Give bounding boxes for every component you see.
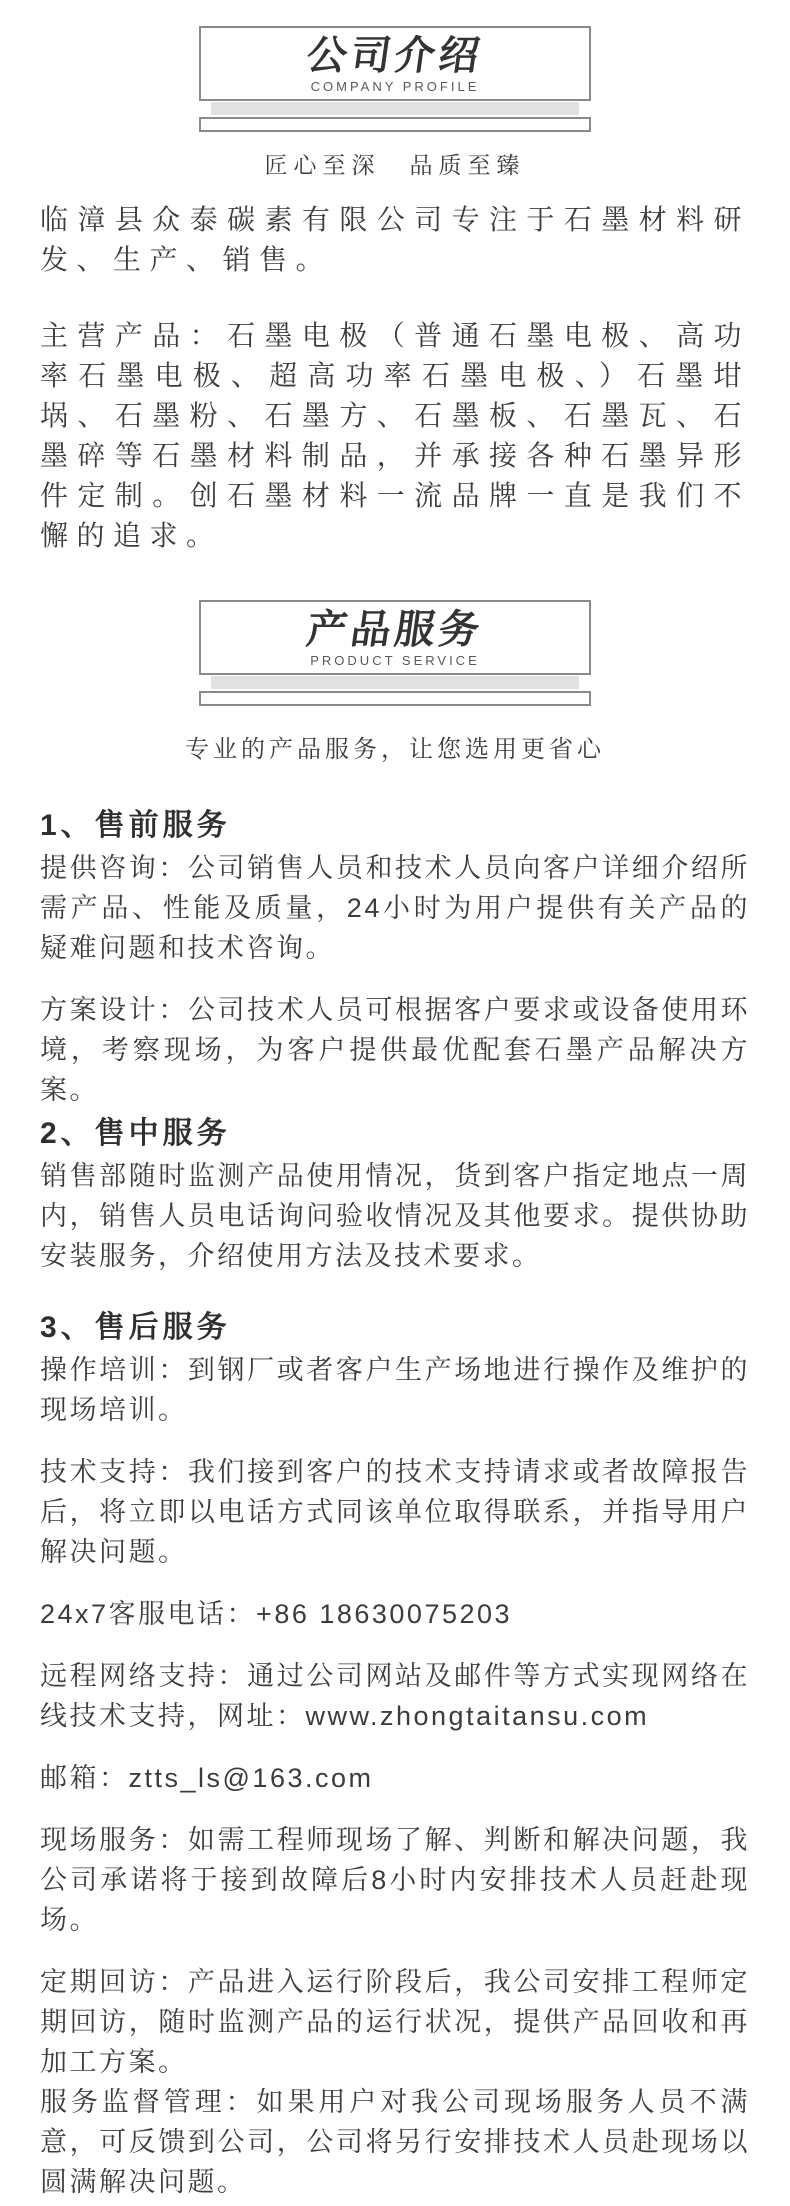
service-tagline: 专业的产品服务，让您选用更省心 [185, 736, 605, 763]
banner-shadow-bar [211, 676, 579, 689]
company-intro-section [40, 200, 750, 556]
banner-subtitle-en: PRODUCT SERVICE [310, 653, 480, 668]
banner-box [199, 26, 591, 101]
onsite-service-paragraph: 现场服务：如需工程师现场了解、判断和解决问题，我公司承诺将于接到故障后8小时内安排技术人员赶赴现场。 [40, 1825, 750, 1935]
midsale-paragraph: 销售部随时监测产品使用情况，货到客户指定地点一周内，销售人员电话询问验收情况及其他要求。提供协助安装服务，介绍使用方法及技术要求。 [40, 1161, 750, 1271]
service-phone-line: 24x7客服电话：+86 18630075203 [40, 1599, 513, 1629]
company-profile-banner [199, 0, 591, 132]
banner-subtitle-en: COMPANY PROFILE [310, 79, 480, 94]
presale-design-paragraph: 方案设计：公司技术人员可根据客户要求或设备使用环境，考察现场，为客户提供最优配套石墨产品解决方案。 [40, 995, 750, 1105]
service-supervision-paragraph: 服务监督管理：如果用户对我公司现场服务人员不满意，可反馈到公司，公司将另行安排技术人员赴现场以圆满解决问题。 [40, 2087, 750, 2197]
company-intro-paragraph: 临漳县众泰碳素有限公司专注于石墨材料研发、生产、销售。 [40, 204, 750, 275]
banner-title: 产品服务 [303, 608, 487, 652]
heading-midsale-service: 2、售中服务 [40, 1117, 231, 1150]
company-tagline: 匠心至深 品质至臻 [264, 152, 526, 178]
aftersale-techsupport-paragraph: 技术支持：我们接到客户的技术支持请求或者故障报告后，将立即以电话方式同该单位取得联系，并指导用户解决问题。 [40, 1457, 750, 1567]
followup-visit-paragraph: 定期回访：产品进入运行阶段后，我公司安排工程师定期回访，随时监测产品的运行状况，提供产品回收和再加工方案。 [40, 1967, 750, 2077]
service-section [40, 804, 750, 2202]
product-service-banner [199, 600, 591, 706]
aftersale-training-paragraph: 操作培训：到钢厂或者客户生产场地进行操作及维护的现场培训。 [40, 1355, 750, 1425]
presale-consulting-paragraph: 提供咨询：公司销售人员和技术人员向客户详细介绍所需产品、性能及质量，24小时为用户提供有关产品的疑难问题和技术咨询。 [40, 853, 750, 963]
heading-aftersale-service: 3、售后服务 [40, 1311, 231, 1344]
banner-underline-box [199, 691, 591, 706]
service-email-line: 邮箱：ztts_ls@163.com [40, 1763, 374, 1793]
banner-box [199, 600, 591, 675]
banner-underline-box [199, 117, 591, 132]
main-products-paragraph: 主营产品：石墨电极（普通石墨电极、高功率石墨电极、超高功率石墨电极、）石墨坩埚、石墨粉、石墨方、石墨板、石墨瓦、石墨碎等石墨材料制品，并承接各种石墨异形件定制。创石墨材料一流品牌一直是我们不懈的追求。 [40, 320, 750, 551]
heading-presale-service: 1、售前服务 [40, 809, 231, 842]
remote-support-paragraph: 远程网络支持：通过公司网站及邮件等方式实现网络在线技术支持，网址：www.zhongtaitansu.com [40, 1661, 750, 1731]
banner-shadow-bar [211, 102, 579, 115]
banner-title: 公司介绍 [303, 34, 487, 78]
